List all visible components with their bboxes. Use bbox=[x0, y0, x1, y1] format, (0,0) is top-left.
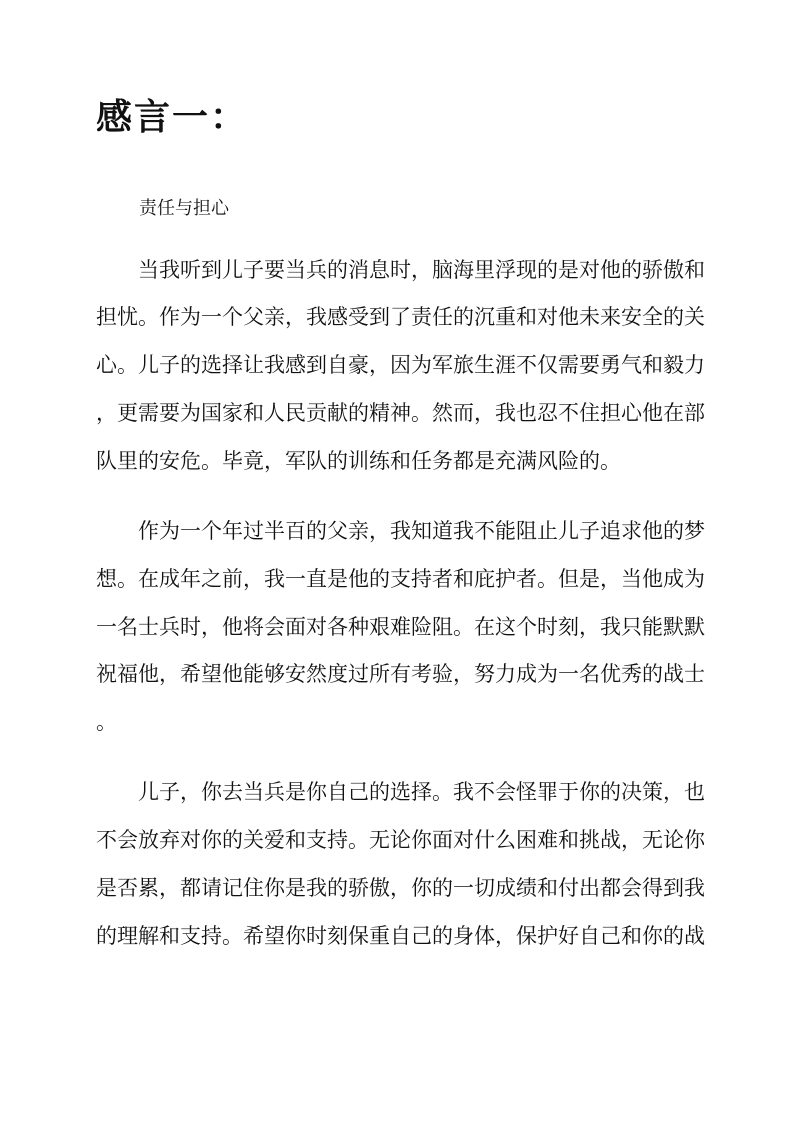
paragraph-line: 队里的安危。毕竟，军队的训练和任务都是充满风险的。 bbox=[96, 449, 621, 473]
paragraph-line: 祝福他，希望他能够安然度过所有考验，努力成为一名优秀的战士 bbox=[96, 662, 705, 686]
paragraph-line: 当我听到儿子要当兵的消息时，脑海里浮现的是对他的骄傲和 bbox=[96, 258, 705, 282]
paragraph-line: 想。在成年之前，我一直是他的支持者和庇护者。但是，当他成为 bbox=[96, 567, 705, 591]
paragraph-line: 不会放弃对你的关爱和支持。无论你面对什么困难和挑战，无论你 bbox=[96, 828, 705, 852]
page-title: 感言一： bbox=[96, 96, 249, 138]
paragraph-line: 心。儿子的选择让我感到自豪，因为军旅生涯不仅需要勇气和毅力 bbox=[96, 353, 705, 377]
paragraph-line: 的理解和支持。希望你时刻保重自己的身体，保护好自己和你的战 bbox=[96, 924, 705, 948]
paragraph-line: 作为一个年过半百的父亲，我知道我不能阻止儿子追求他的梦 bbox=[96, 519, 705, 543]
paragraph-line: 是否累，都请记住你是我的骄傲，你的一切成绩和付出都会得到我 bbox=[96, 876, 705, 900]
paragraph-line: 一名士兵时，他将会面对各种艰难险阻。在这个时刻，我只能默默 bbox=[96, 615, 705, 639]
section-subtitle: 责任与担心 bbox=[139, 198, 229, 219]
paragraph-line: 儿子，你去当兵是你自己的选择。我不会怪罪于你的决策，也 bbox=[96, 780, 705, 804]
paragraph-line: 担忧。作为一个父亲，我感受到了责任的沉重和对他未来安全的关 bbox=[96, 305, 705, 329]
paragraph-line: ，更需要为国家和人民贡献的精神。然而，我也忍不住担心他在部 bbox=[96, 401, 705, 425]
paragraph-line: 。 bbox=[96, 710, 117, 734]
